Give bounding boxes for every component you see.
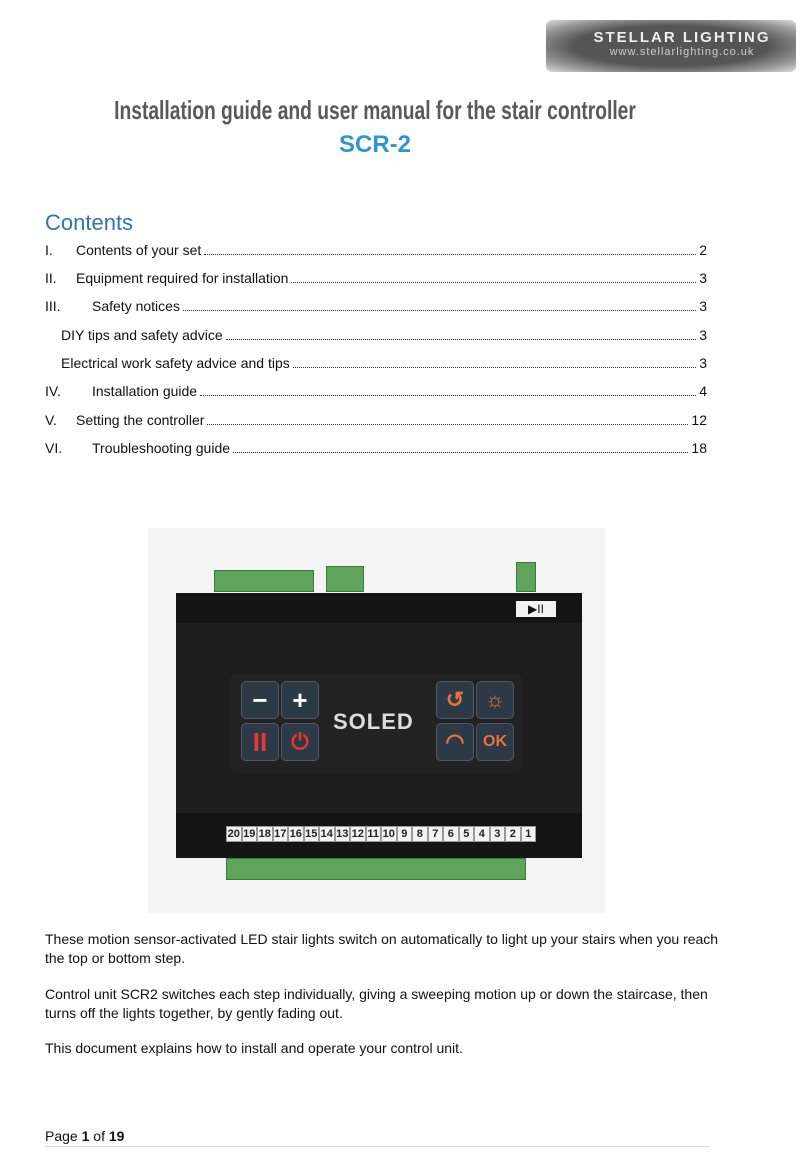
document-title: Installation guide and user manual for the stair controller: [114, 95, 636, 125]
terminal-number: 7: [428, 826, 444, 842]
terminal-number: 10: [382, 828, 395, 840]
terminal-number: 18: [258, 828, 271, 840]
terminal-number: 20: [227, 828, 240, 840]
toc-entry[interactable]: [45, 298, 707, 318]
toc-label: Equipment required for installation: [76, 270, 289, 286]
page-footer: [45, 1128, 124, 1144]
toc-number: VI.: [45, 440, 63, 456]
minus-button: −: [241, 681, 279, 719]
terminal-number: 1: [521, 826, 537, 842]
toc-entry[interactable]: [61, 327, 707, 347]
speed-button: ◠: [436, 723, 474, 761]
footer-prefix: Page: [45, 1128, 82, 1144]
paragraph: This document explains how to install and operate your control unit.: [45, 1040, 463, 1056]
terminal-block: [214, 570, 314, 592]
contents-heading: Contents: [45, 210, 134, 235]
document-subtitle: SCR-2: [338, 131, 411, 158]
play-pause-icon: ▶II: [516, 601, 556, 617]
toc-label: Installation guide: [92, 383, 198, 399]
controller-photo: [148, 528, 605, 913]
terminal-number: 13: [336, 828, 349, 840]
history-button: ↺: [436, 681, 474, 719]
paragraph: Control unit SCR2 switches each step individually, giving a sweeping motion up or down the staircase, then turns off the lights together, by gently fading out.: [45, 986, 708, 1021]
terminal-number: 16: [289, 828, 302, 840]
toc-page: 18: [691, 440, 707, 456]
logo-name: STELLAR LIGHTING: [593, 29, 771, 46]
toc-page: 3: [699, 270, 707, 286]
stellar-lighting-logo: [546, 20, 796, 72]
current-page: 1: [81, 1128, 90, 1144]
toc-label: Setting the controller: [76, 412, 205, 428]
power-button: ⏻: [281, 723, 319, 761]
terminal-number: 2: [505, 826, 521, 842]
total-pages: 19: [108, 1128, 125, 1144]
footer-of: of: [89, 1128, 109, 1144]
toc-number: I.: [45, 242, 53, 258]
terminal-number: 19: [243, 828, 256, 840]
toc-label: Troubleshooting guide: [92, 440, 231, 456]
toc-number: V.: [45, 412, 57, 428]
toc-label: Contents of your set: [76, 242, 202, 258]
terminal-number: 3: [490, 826, 506, 842]
toc-label: Electrical work safety advice and tips: [61, 355, 290, 371]
pause-button: II: [241, 723, 279, 761]
toc-number: III.: [45, 298, 61, 314]
toc-entry[interactable]: [45, 383, 707, 403]
terminal-block: [226, 858, 526, 880]
terminal-number: 11: [367, 828, 380, 840]
toc-page: 3: [699, 355, 707, 371]
footer-divider: [45, 1146, 710, 1147]
toc-leader: [200, 384, 696, 396]
terminal-block: [326, 566, 364, 592]
terminal-number: 5: [459, 826, 475, 842]
terminal-number: 4: [474, 826, 490, 842]
toc-entry[interactable]: [45, 270, 707, 290]
control-panel: [231, 673, 521, 773]
toc-page: 4: [699, 383, 707, 399]
paragraph: These motion sensor-activated LED stair lights switch on automatically to light up your stairs when you reach the top or bottom step.: [45, 931, 719, 966]
toc-leader: [293, 356, 696, 368]
toc-page: 3: [699, 327, 707, 343]
plus-button: +: [281, 681, 319, 719]
terminal-number: 12: [351, 828, 364, 840]
toc-entry[interactable]: [45, 242, 707, 262]
toc-entry[interactable]: [61, 355, 707, 375]
toc-page: 12: [691, 412, 707, 428]
soled-logo: SOLED: [333, 709, 414, 734]
toc-label: Safety notices: [92, 298, 180, 314]
toc-leader: [207, 413, 688, 425]
terminal-numbers: [226, 826, 536, 842]
toc-label: DIY tips and safety advice: [61, 327, 223, 343]
toc-leader: [233, 441, 688, 453]
logo-url: www.stellarlighting.co.uk: [609, 46, 755, 58]
terminal-number: 9: [397, 826, 413, 842]
terminal-number: 8: [412, 826, 428, 842]
terminal-block: [516, 562, 536, 592]
terminal-number: 15: [305, 828, 318, 840]
terminal-number: 6: [443, 826, 459, 842]
toc-number: II.: [45, 270, 57, 286]
toc-page: 3: [699, 298, 707, 314]
terminal-number: 17: [274, 828, 287, 840]
brightness-button: ☼: [476, 681, 514, 719]
ok-button: OK: [476, 723, 514, 761]
toc-page: 2: [699, 242, 707, 258]
toc-leader: [291, 271, 696, 283]
controller-body: [176, 593, 582, 858]
toc-leader: [226, 328, 697, 340]
toc-leader: [204, 243, 696, 255]
terminal-number: 14: [320, 828, 333, 840]
toc-entry[interactable]: [45, 440, 707, 460]
toc-leader: [183, 299, 696, 311]
toc-entry[interactable]: [45, 412, 707, 432]
toc-number: IV.: [45, 383, 61, 399]
